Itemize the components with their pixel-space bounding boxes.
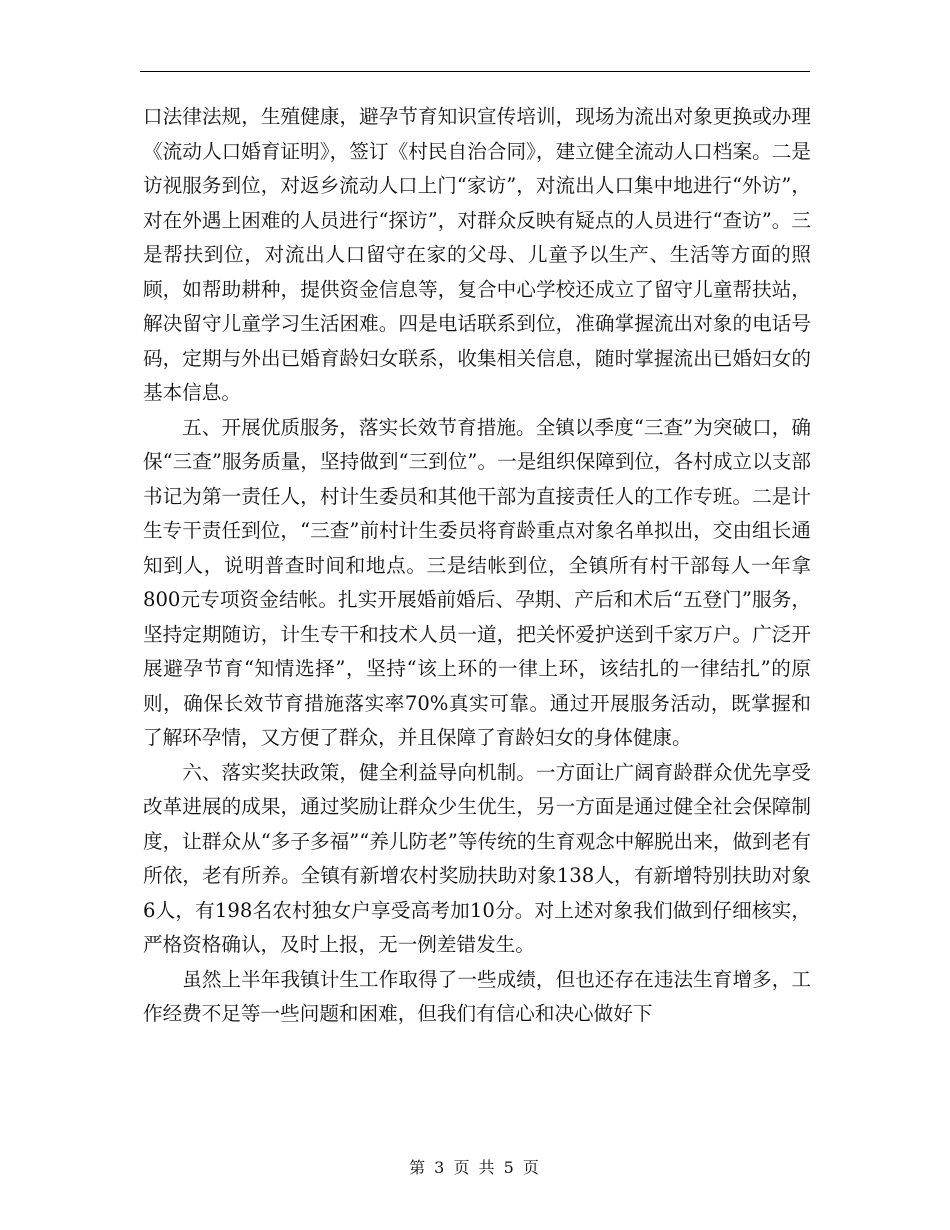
document-body [143, 100, 811, 1032]
paragraph-continuation: 口法律法规，生殖健康，避孕节育知识宣传培训，现场为流出对象更换或办理《流动人口婚育证明》，签订《村民自治合同》，建立健全流动人口档案。二是访视服务到位，对返乡流动人口上门“家访”，对流出人口集中地进行“外访”，对在外遇上困难的人员进行“探访”，对群众反映有疑点的人员进行“查访”。三是帮扶到位，对流出人口留守在家的父母、儿童予以生产、生活等方面的照顾，如帮助耕种，提供资金信息等，复合中心学校还成立了留守儿童帮扶站，解决留守儿童学习生活困难。四是电话联系到位，准确掌握流出对象的电话号码，定期与外出已婚育龄妇女联系，收集相关信息，随时掌握流出已婚妇女的基本信息。 [143, 105, 811, 404]
paragraph-summary: 虽然上半年我镇计生工作取得了一些成绩，但也还存在违法生育增多，工作经费不足等一些问题和困难，但我们有信心和决心做好下 [143, 967, 811, 1025]
header-rule [140, 71, 810, 72]
page-number-footer: 第 3 页 共 5 页 [409, 1158, 541, 1177]
paragraph-section-six: 六、落实奖扶政策，健全利益导向机制。一方面让广阔育龄群众优先享受改革进展的成果，通过奖励让群众少生优生，另一方面是通过健全社会保障制度，让群众从“多子多福”“养儿防老”等传统的生育观念中解脱出来，做到老有所依，老有所养。全镇有新增农村奖励扶助对象138人，有新增特别扶助对象6人，有198名农村独女户享受高考加10分。对上述对象我们做到仔细核实，严格资格确认，及时上报，无一例差错发生。 [143, 760, 811, 956]
paragraph-section-five: 五、开展优质服务，落实长效节育措施。全镇以季度“三查”为突破口，确保“三查”服务质量，坚持做到“三到位”。一是组织保障到位，各村成立以支部书记为第一责任人，村计生委员和其他干部为直接责任人的工作专班。二是计生专干责任到位，“三查”前村计生委员将育龄重点对象名单拟出，交由组长通知到人，说明普查时间和地点。三是结帐到位，全镇所有村干部每人一年拿800元专项资金结帐。扎实开展婚前婚后、孕期、产后和术后“五登门”服务，坚持定期随访，计生专干和技术人员一道，把关怀爱护送到千家万户。广泛开展避孕节育“知情选择”，坚持“该上环的一律上环，该结扎的一律结扎”的原则，确保长效节育措施落实率70%真实可靠。通过开展服务活动，既掌握和了解环孕情，又方便了群众，并且保障了育龄妇女的身体健康。 [143, 415, 811, 749]
